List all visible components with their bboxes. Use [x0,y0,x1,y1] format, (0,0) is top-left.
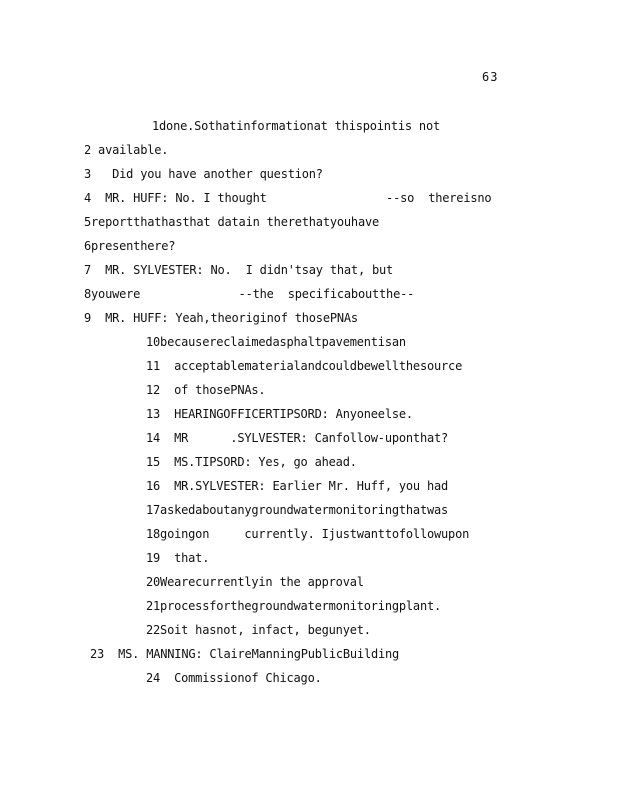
transcript-line-24: 24 Commissionof Chicago. [146,671,322,685]
transcript-line-8: 8youwere --the specificaboutthe-- [84,287,415,301]
transcript-line-16: 16 MR.SYLVESTER: Earlier Mr. Huff, you had [146,479,449,493]
transcript-line-11: 11 acceptablematerialandcouldbewellthesource [146,359,463,373]
transcript-line-6: 6presenthere? [84,239,176,253]
transcript-line-12: 12 of thosePNAs. [146,383,266,397]
transcript-line-23: 23 MS. MANNING: ClaireManningPublicBuilding [90,647,400,661]
transcript-line-15: 15 MS.TIPSORD: Yes, go ahead. [146,455,357,469]
transcript-line-13: 13 HEARINGOFFICERTIPSORD: Anyoneelse. [146,407,413,421]
transcript-line-18: 18goingon currently. Ijustwanttofollowupon [146,527,470,541]
transcript-line-9: 9 MR. HUFF: Yeah,theoriginof thosePNAs [84,311,358,325]
transcript-line-20: 20Wearecurrentlyin the approval [146,575,364,589]
transcript-line-7: 7 MR. SYLVESTER: No. I didn'tsay that, but [84,263,394,277]
page-number: 63 [482,70,499,84]
transcript-line-19: 19 that. [146,551,210,565]
transcript-line-4: 4 MR. HUFF: No. I thought --so thereisno [84,191,492,205]
transcript-line-2: 2 available. [84,143,169,157]
transcript-line-21: 21processforthegroundwatermonitoringplant. [146,599,442,613]
transcript-line-17: 17askedaboutanygroundwatermonitoringthatwas [146,503,449,517]
transcript-line-3: 3 Did you have another question? [84,167,323,181]
transcript-line-10: 10becausereclaimedasphaltpavementisan [146,335,406,349]
transcript-line-14: 14 MR .SYLVESTER: Canfollow-uponthat? [146,431,449,445]
transcript-line-22: 22Soit hasnot, infact, begunyet. [146,623,371,637]
transcript-line-5: 5reportthathasthat datain therethatyouhave [84,215,380,229]
transcript-line-1: 1done.Sothatinformationat thispointis not [152,119,441,133]
